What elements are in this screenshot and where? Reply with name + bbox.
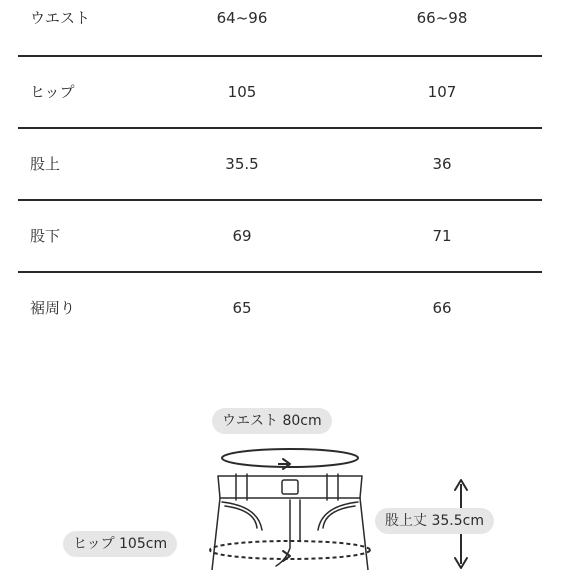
row-label: ウエスト [30, 9, 91, 27]
row-label: 股下 [30, 227, 61, 245]
row-divider [18, 199, 542, 201]
value-size-1: 35.5 [225, 155, 259, 173]
value-size-2: 66~98 [416, 9, 468, 27]
value-size-1: 64~96 [216, 9, 268, 27]
size-row-hem [0, 298, 570, 318]
value-size-2: 66 [432, 299, 452, 317]
value-size-2: 36 [432, 155, 452, 173]
row-label: ヒップ [30, 83, 75, 101]
value-size-1: 69 [232, 227, 252, 245]
row-divider [18, 127, 542, 129]
row-label: 股上 [30, 155, 61, 173]
rise-label: 股上丈 35.5cm [375, 508, 494, 534]
hip-label: ヒップ 105cm [63, 531, 177, 557]
row-label: 裾周り [30, 299, 76, 317]
value-size-1: 65 [232, 299, 252, 317]
value-size-2: 107 [427, 83, 457, 101]
size-row-rise [0, 154, 570, 174]
row-divider [18, 55, 542, 57]
row-divider [18, 271, 542, 273]
size-row-inseam [0, 226, 570, 246]
size-row-hip [0, 82, 570, 102]
waist-label: ウエスト 80cm [212, 408, 332, 434]
value-size-2: 71 [432, 227, 452, 245]
size-row-waist [0, 8, 570, 28]
value-size-1: 105 [227, 83, 257, 101]
